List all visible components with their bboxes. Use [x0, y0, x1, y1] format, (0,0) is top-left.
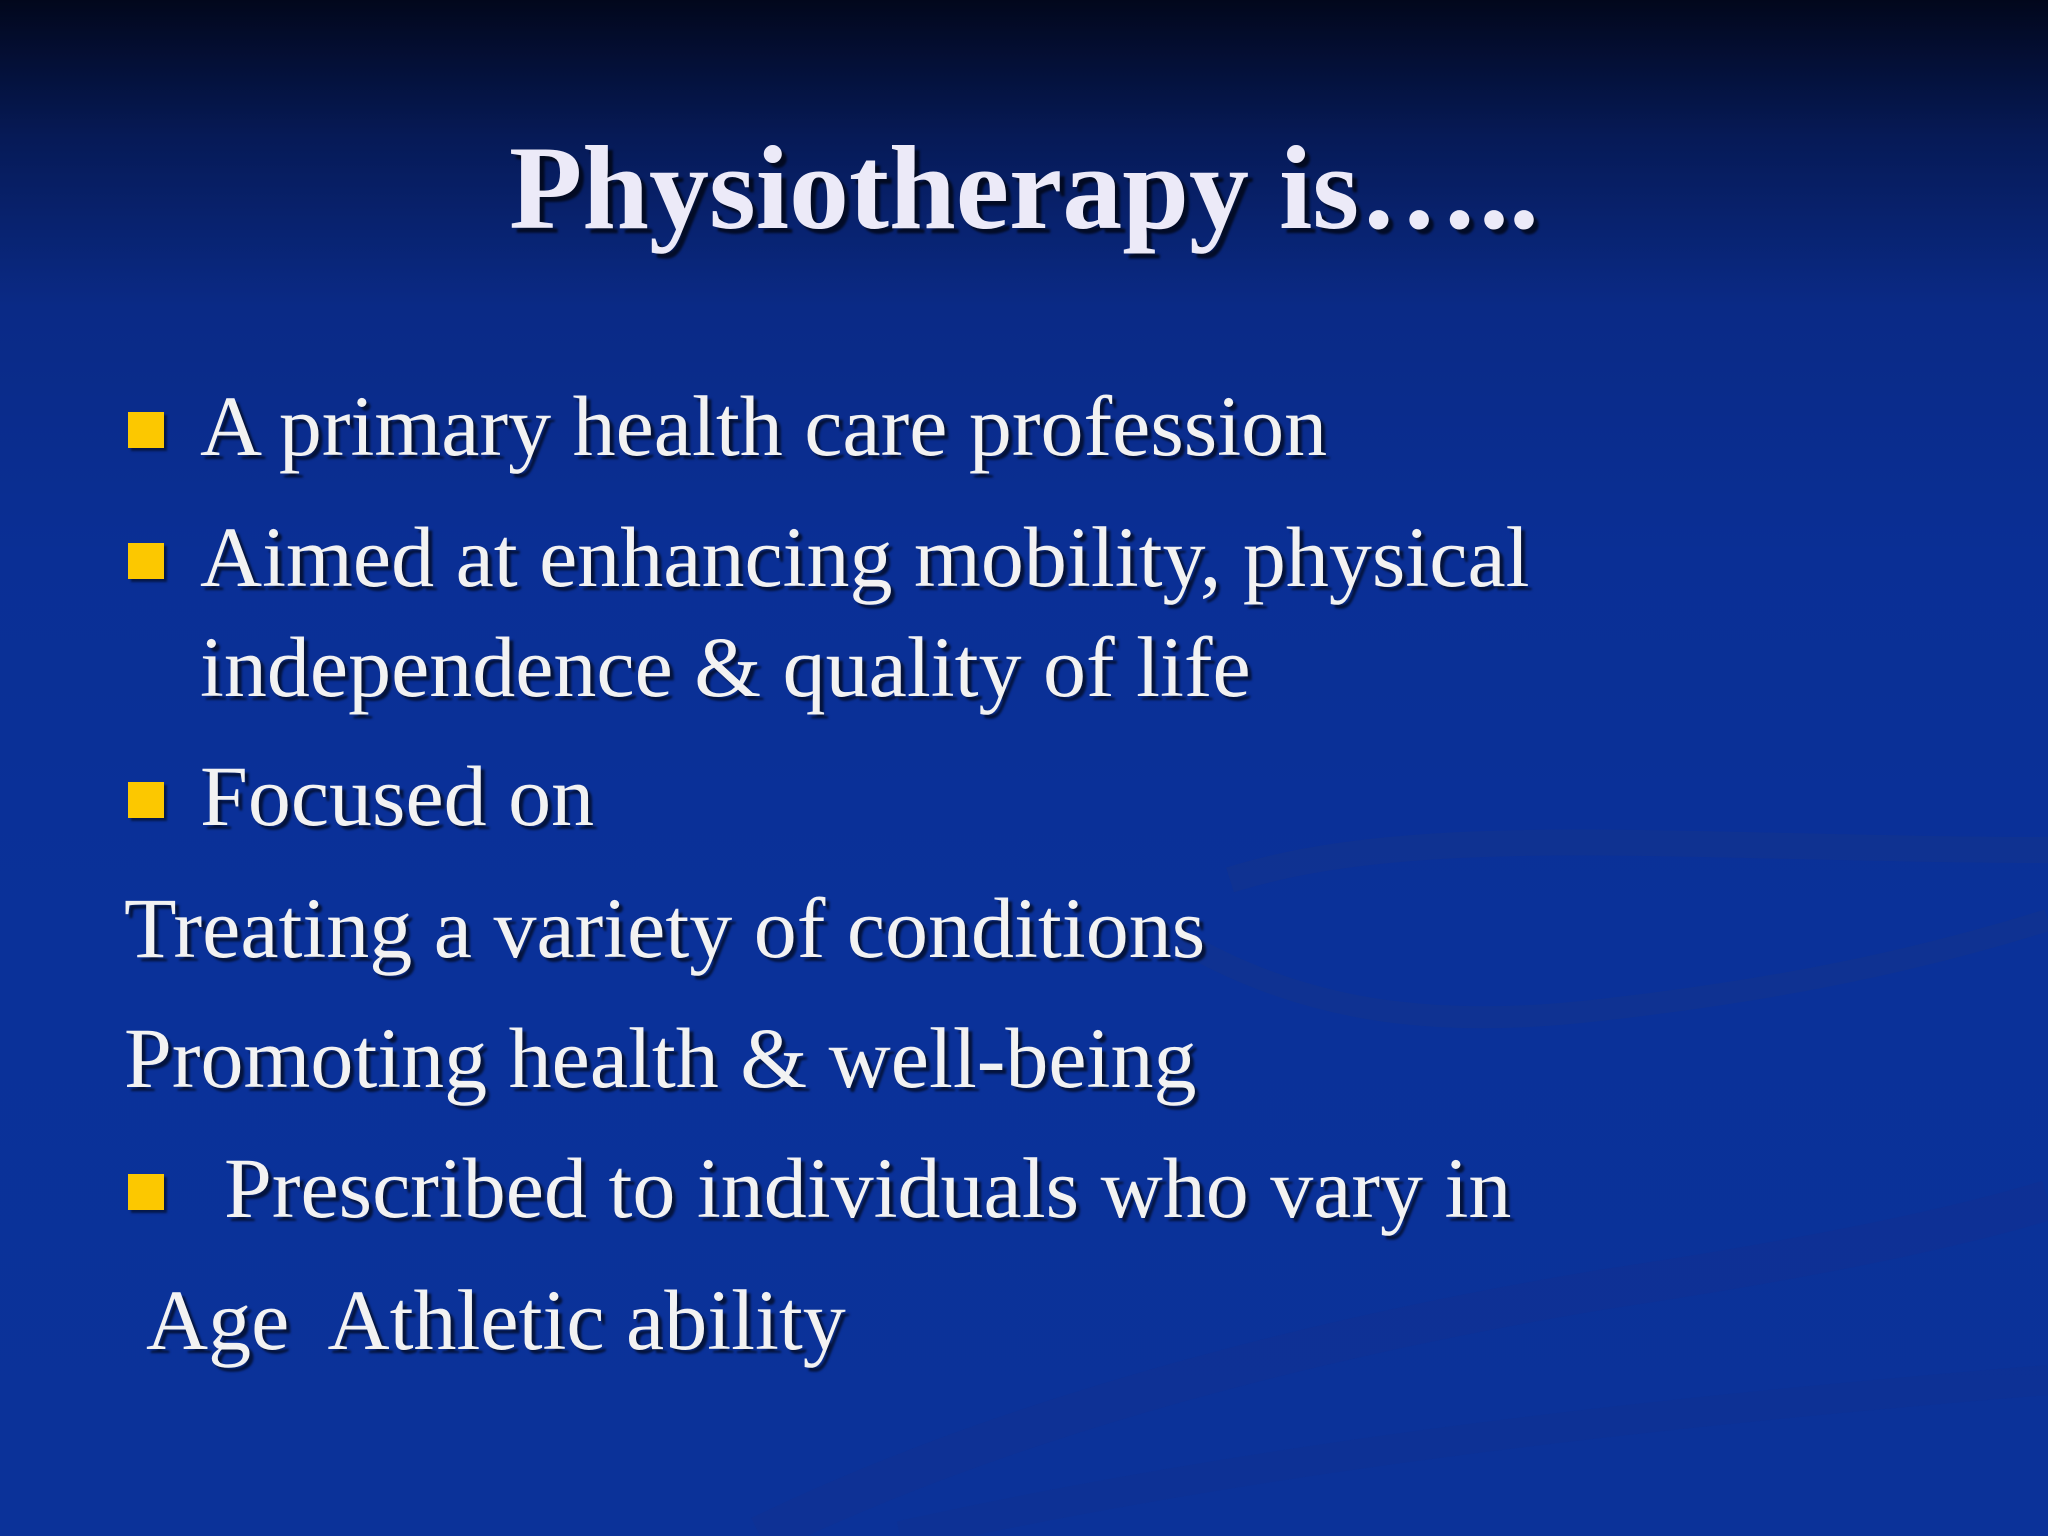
slide-title: Physiotherapy is…..: [508, 121, 1540, 254]
bullet-marker: [128, 412, 164, 448]
plain-text-line: Promoting health & well-being: [124, 1010, 1197, 1106]
bullet-item-text: Aimed at enhancing mobility, physical: [200, 509, 1530, 605]
bullet-item-continuation: independence & quality of life: [200, 619, 1251, 715]
bullet-item-text: A primary health care profession: [200, 378, 1328, 474]
plain-text-line: Treating a variety of conditions: [124, 880, 1206, 976]
bullet-item-text: Prescribed to individuals who vary in: [224, 1140, 1512, 1236]
plain-text-line: Age Athletic ability: [146, 1272, 846, 1368]
bullet-marker: [128, 1174, 164, 1210]
bullet-item-text: Focused on: [200, 748, 595, 844]
bullet-marker: [128, 543, 164, 579]
bullet-marker: [128, 782, 164, 818]
